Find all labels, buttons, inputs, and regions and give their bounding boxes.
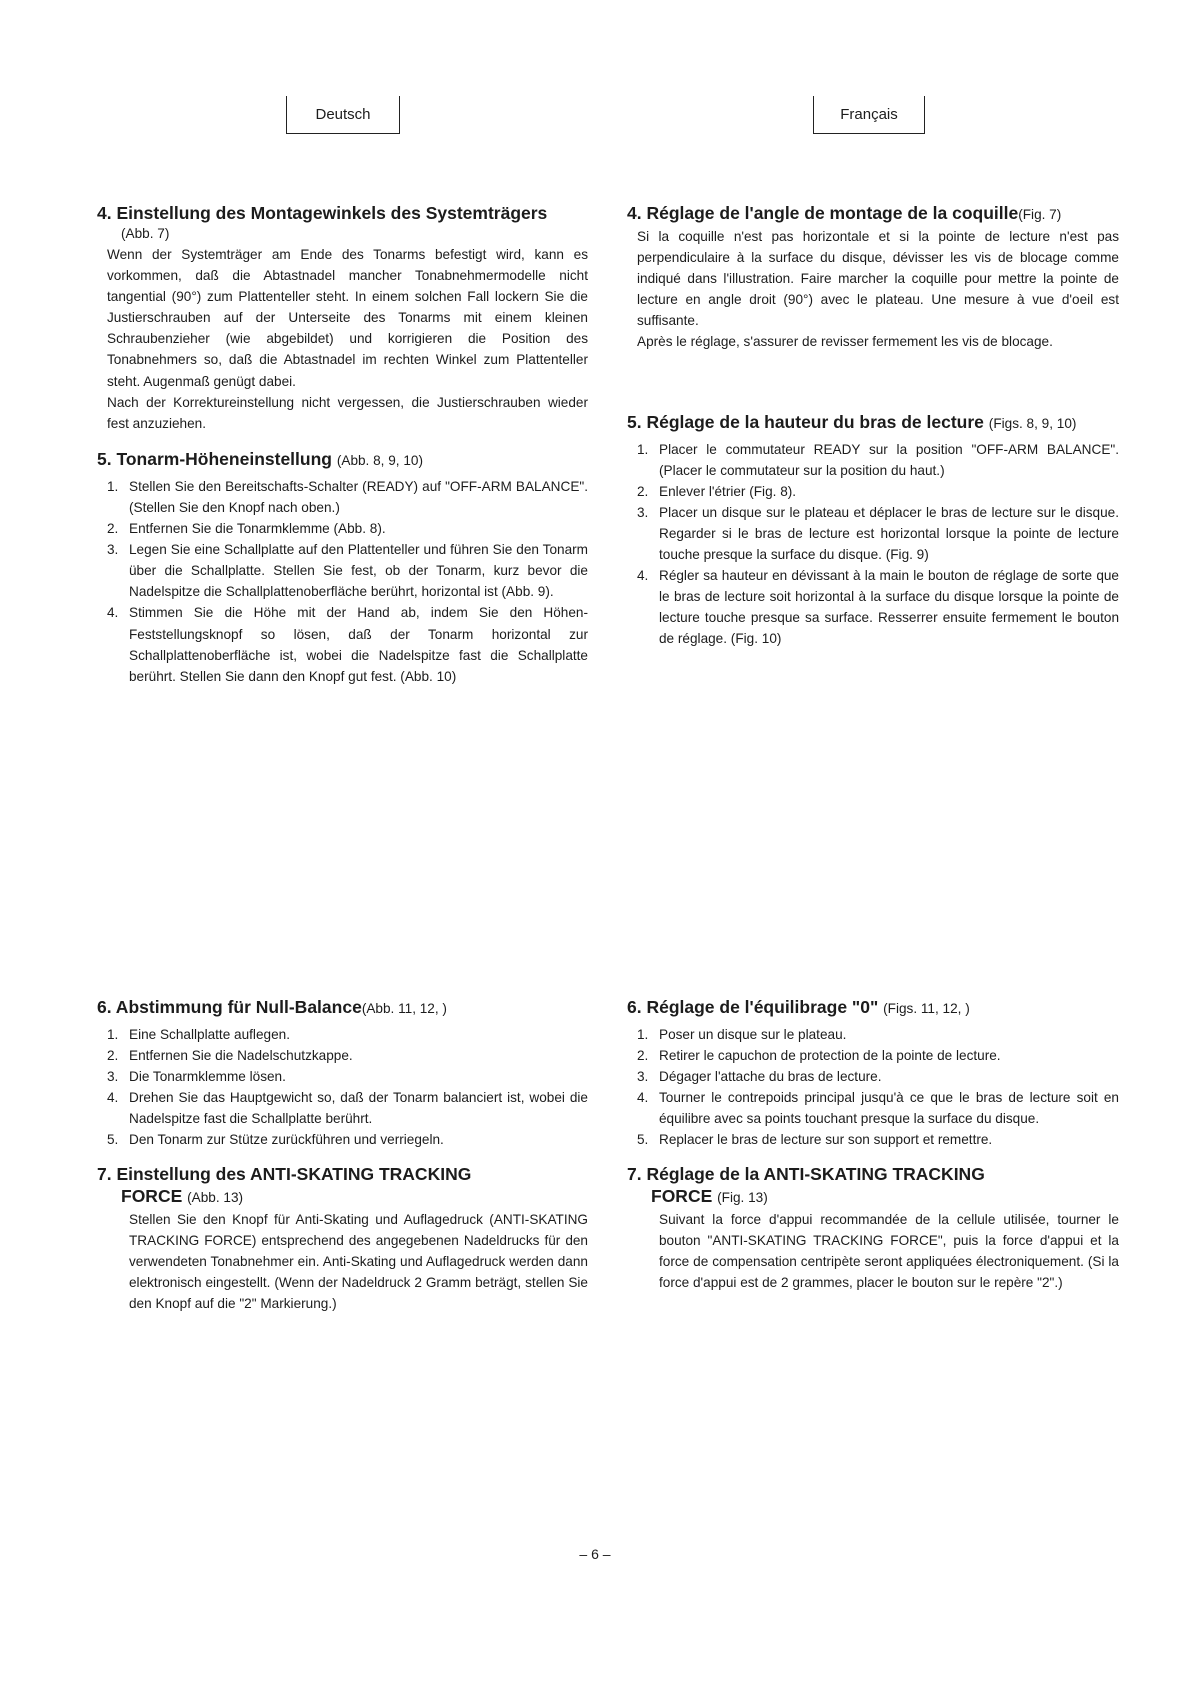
column-francais-top — [627, 202, 1119, 650]
list-item — [97, 476, 588, 518]
section-fr-5-title-text: 5. Réglage de la hauteur du bras de lecture — [627, 411, 984, 432]
section-de-4-title: 4. Einstellung des Montagewinkels des Systemträgers — [97, 203, 548, 223]
list-item-number: 2. — [107, 1048, 119, 1064]
section-de-7-paragraph-1: Stellen Sie den Knopf für Anti-Skating und Auflagedruck (ANTI-SKATING TRACKING FORCE) entsprechend des angegebenen Nadeldrucks für den verwendeten Tonabnehmer ein. Anti-Skating und Auflagedruck werden dann elektronisch eingestellt. (Wenn der Nadeldruck 2 Gramm beträgt, stellen Sie den Knopf auf die "2" Markierung.) — [129, 1211, 588, 1311]
list-item-number: 2. — [637, 1048, 649, 1064]
section-de-7-title-line2 — [97, 1185, 588, 1209]
list-item — [97, 1066, 588, 1087]
list-item-number: 1. — [637, 1027, 649, 1042]
list-item — [97, 1045, 588, 1066]
section-de-4-paragraph-1: Wenn der Systemträger am Ende des Tonarms befestigt wird, kann es vorkommen, daß die Abtastnadel mancher Tonabnehmermodelle nicht tangential (90°) zum Plattenteller steht. In einem solchen Fall lockern Sie die Justierschrauben auf der Unterseite des Tonarms mit einem kleinen Schraubenzieher (wie abgebildet) und korrigieren die Position des Tonabnehmers so, daß die Abtastnadel im rechten Winkel zum Plattenteller steht. Augenmaß genügt dabei. — [107, 247, 588, 389]
list-item-text: Stimmen Sie die Höhe mit der Hand ab, indem Sie den Höhen-Feststellungsknopf so lösen, daß der Tonarm horizontal zur Schallplattenoberfläche ist, wobei die Nadelspitze fast die Schallplatte berührt. Stellen Sie dann den Knopf gut fest. (Abb. 10) — [129, 605, 588, 684]
section-de-6-title-text: 6. Abstimmung für Null-Balance — [97, 997, 362, 1017]
list-item-text: Dégager l'attache du bras de lecture. — [659, 1069, 882, 1085]
list-item-number: 5. — [637, 1132, 649, 1148]
list-item — [627, 1024, 1119, 1045]
section-fr-6-title-text: 6. Réglage de l'équilibrage "0" — [627, 997, 879, 1017]
section-de-6-ref: (Abb. 11, 12, ) — [361, 1001, 447, 1016]
list-item-number: 5. — [107, 1132, 119, 1148]
list-item-number: 2. — [637, 483, 649, 499]
column-francais-bottom — [627, 996, 1119, 1293]
section-fr-4-paragraph-1: Si la coquille n'est pas horizontale et si la pointe de lecture n'est pas perpendiculaire à la surface du disque, dévisser les vis de blocage comme indiqué dans l'illustration. Faire marcher la coquille pour mettre la pointe de lecture en angle droit (90°) avec le plateau. Une mesure à vue d'oeil est suffisante. — [637, 229, 1119, 329]
list-item — [97, 602, 588, 686]
list-item-text: Placer le commutateur READY sur la position "OFF-ARM BALANCE". (Placer le commutateur sur la position du haut.) — [659, 441, 1119, 478]
list-item-text: Legen Sie eine Schallplatte auf den Plattenteller und führen Sie den Tonarm über die Schallplatte. Stellen Sie fest, ob der Tonarm, kurz bevor die Nadelspitze die Schallplattenoberfläche berührt, horizontal ist (Abb. 9). — [129, 542, 588, 600]
section-fr-5 — [627, 411, 1119, 650]
section-fr-7-title-line2 — [627, 1185, 1119, 1209]
list-item-number: 3. — [107, 542, 119, 558]
section-de-5-list — [97, 476, 588, 687]
column-deutsch-top — [97, 202, 588, 687]
list-item — [97, 539, 588, 602]
list-item-number: 4. — [107, 605, 119, 621]
section-de-6-title — [97, 996, 588, 1020]
section-de-5-ref: (Abb. 8, 9, 10) — [336, 452, 423, 468]
section-fr-7-ref: (Fig. 13) — [717, 1189, 768, 1205]
list-item-text: Tourner le contrepoids principal jusqu'à ce que le bras de lecture soit en équilibre avec sa points touchant presque la surface du disque. — [659, 1090, 1119, 1127]
list-item — [97, 1129, 588, 1150]
section-fr-5-list — [627, 439, 1119, 650]
section-fr-6-list — [627, 1024, 1119, 1151]
list-item-number: 1. — [107, 1027, 119, 1042]
list-item-number: 3. — [107, 1069, 119, 1085]
list-item — [97, 1024, 588, 1045]
list-item-text: Die Tonarmklemme lösen. — [129, 1069, 286, 1085]
list-item-text: Placer un disque sur le plateau et déplacer le bras de lecture sur le disque. Regarder si le bras de lecture est horizontal lorsque la pointe de lecture touche presque la surface du disque. (Fig. 9) — [659, 504, 1119, 563]
list-item-number: 4. — [637, 568, 649, 584]
list-item — [627, 1087, 1119, 1129]
section-fr-7 — [627, 1163, 1119, 1293]
list-item-number: 3. — [637, 504, 649, 520]
language-label-deutsch: Deutsch — [286, 96, 400, 134]
list-item-text: Entfernen Sie die Tonarmklemme (Abb. 8). — [129, 521, 386, 537]
section-fr-7-title-text: FORCE — [651, 1185, 713, 1206]
list-item-text: Retirer le capuchon de protection de la pointe de lecture. — [659, 1048, 1001, 1064]
section-fr-5-ref: (Figs. 8, 9, 10) — [988, 415, 1077, 431]
section-de-7-ref: (Abb. 13) — [187, 1189, 244, 1205]
list-item-number: 2. — [107, 521, 119, 537]
language-label-francais: Français — [813, 96, 925, 134]
column-deutsch-bottom — [97, 996, 588, 1314]
section-fr-6-ref: (Figs. 11, 12, ) — [883, 1001, 970, 1016]
section-de-5-title — [97, 448, 588, 472]
list-item — [627, 1045, 1119, 1066]
list-item-text: Replacer le bras de lecture sur son support et remettre. — [659, 1132, 993, 1148]
list-item-number: 1. — [107, 478, 119, 494]
section-de-6-list — [97, 1024, 588, 1151]
list-item — [627, 565, 1119, 649]
section-fr-4-ref: (Fig. 7) — [1018, 207, 1062, 222]
list-item — [627, 1066, 1119, 1087]
list-item-text: Eine Schallplatte auflegen. — [129, 1027, 290, 1042]
section-de-6 — [97, 996, 588, 1151]
list-item — [97, 1087, 588, 1129]
list-item — [97, 518, 588, 539]
section-de-7 — [97, 1163, 588, 1314]
section-fr-5-title — [627, 411, 1119, 435]
section-fr-7-title: 7. Réglage de la ANTI-SKATING TRACKING — [627, 1163, 985, 1184]
list-item-text: Enlever l'étrier (Fig. 8). — [659, 483, 797, 499]
list-item-text: Den Tonarm zur Stütze zurückführen und verriegeln. — [129, 1132, 444, 1148]
list-item-text: Poser un disque sur le plateau. — [659, 1027, 847, 1042]
section-fr-6 — [627, 996, 1119, 1151]
section-de-4-ref: (Abb. 7) — [121, 226, 170, 241]
section-de-4 — [97, 202, 588, 434]
list-item-text: Stellen Sie den Bereitschafts-Schalter (READY) auf "OFF-ARM BALANCE". (Stellen Sie den Knopf nach oben.) — [129, 478, 588, 515]
section-fr-4-paragraph-2: Après le réglage, s'assurer de revisser fermement les vis de blocage. — [637, 334, 1053, 350]
list-item-text: Régler sa hauteur en dévissant à la main le bouton de réglage de sorte que le bras de lecture soit horizontal à la surface du disque lorsque la pointe de lecture touche presque sa surface. Resserrer ensuite fermement le bouton de réglage. (Fig. 10) — [659, 568, 1119, 647]
section-de-7-title: 7. Einstellung des ANTI-SKATING TRACKING — [97, 1163, 472, 1184]
list-item — [627, 439, 1119, 481]
list-item — [627, 502, 1119, 565]
section-de-7-title-text: FORCE — [121, 1185, 183, 1206]
section-de-5-title-text: 5. Tonarm-Höheneinstellung — [97, 448, 332, 469]
list-item-number: 4. — [637, 1090, 649, 1106]
section-fr-7-paragraph-1: Suivant la force d'appui recommandée de la cellule utilisée, tourner le bouton "ANTI-SKATING TRACKING FORCE", puis la force d'appui et la force de compensation centripète seront appliquées électroniquement. (Si la force d'appui est de 2 grammes, placer le bouton sur le repère "2".) — [659, 1211, 1119, 1290]
list-item-number: 3. — [637, 1069, 649, 1085]
section-fr-4-title — [627, 202, 1119, 226]
list-item-number: 1. — [637, 441, 649, 457]
section-de-5 — [97, 448, 588, 687]
section-fr-6-title — [627, 996, 1119, 1020]
section-fr-4 — [627, 202, 1119, 353]
section-fr-4-title-text: 4. Réglage de l'angle de montage de la coquille — [627, 203, 1019, 223]
list-item — [627, 481, 1119, 502]
section-de-4-paragraph-2: Nach der Korrektureinstellung nicht vergessen, die Justierschrauben wieder fest anzuziehen. — [107, 394, 588, 431]
page-number: – 6 – — [579, 1546, 611, 1562]
list-item-text: Drehen Sie das Hauptgewicht so, daß der Tonarm balanciert ist, wobei die Nadelspitze fast die Schallplatte berührt. — [129, 1090, 588, 1127]
list-item-text: Entfernen Sie die Nadelschutzkappe. — [129, 1048, 353, 1064]
list-item-number: 4. — [107, 1090, 119, 1106]
list-item — [627, 1129, 1119, 1150]
